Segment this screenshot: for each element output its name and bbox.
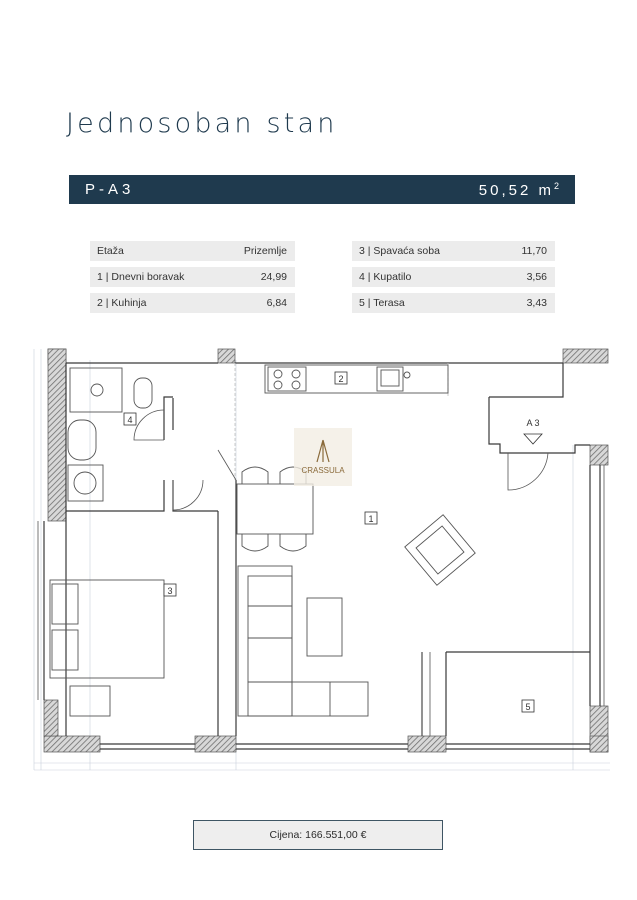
row-label: 2 | Kuhinja (97, 297, 147, 309)
row-value: 3,43 (526, 297, 547, 309)
logo-text: CRASSULA (301, 466, 345, 475)
sofa (238, 566, 368, 716)
walls (44, 349, 608, 752)
row-value: 11,70 (521, 245, 547, 257)
room-tag-4: 4 (127, 415, 133, 425)
windows (38, 465, 604, 736)
room-tag-1: 1 (368, 514, 374, 524)
row-value: Prizemlje (243, 245, 287, 257)
entrance-marker (524, 418, 542, 444)
row-label: Etaža (97, 245, 124, 257)
row-label: 1 | Dnevni boravak (97, 271, 185, 283)
price-box: Cijena: 166.551,00 € (193, 820, 443, 850)
room-tag-5: 5 (525, 702, 531, 712)
row-label: 4 | Kupatilo (359, 271, 412, 283)
kitchen-counter (265, 365, 448, 393)
row-value: 6,84 (266, 297, 287, 309)
room-tag-2: 2 (338, 374, 344, 384)
bed (50, 580, 164, 716)
room-tags (124, 372, 534, 712)
row-label: 5 | Terasa (359, 297, 405, 309)
unit-area-unit-sup: 2 (553, 181, 559, 191)
row-value: 3,56 (526, 271, 547, 283)
page-title: Jednosoban stan (66, 108, 338, 139)
row-label: 3 | Spavaća soba (359, 245, 440, 257)
unit-code: P-A3 (85, 181, 135, 198)
unit-area-value: 50,52 m (478, 182, 554, 199)
crassula-logo (294, 428, 352, 486)
armchair (405, 515, 475, 585)
room-tag-3: 3 (167, 586, 173, 596)
bathroom-fixtures (68, 368, 152, 501)
row-value: 24,99 (260, 271, 287, 283)
entrance-label: A 3 (526, 418, 540, 428)
